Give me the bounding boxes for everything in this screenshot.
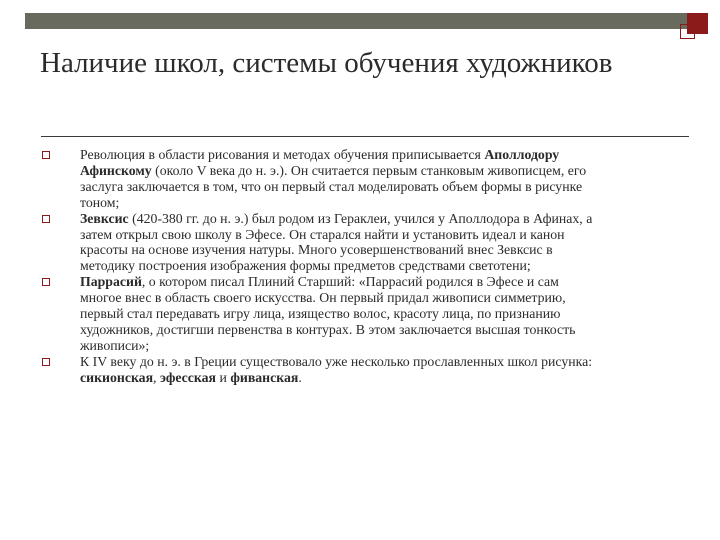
text-segment: К IV веку до н. э. в Греции существовало уже несколько прославленных школ рисунка: (80, 353, 593, 369)
text-segment: и (216, 369, 231, 385)
text-segment: Революция в области рисования и методах обучения приписывается (80, 147, 485, 162)
text-segment: , о котором писал Плиний Старший: «Паррасий родился в Эфесе и сам многое внес в область своего искусства. Он первый придал живописи симметрию, первый стал передавать игру лица, изящество волос, красоту лица, по признанию художников, достигши первенства в контурах. В этом заключается высшая тонкость живописи»; (80, 274, 576, 353)
bullet-text (80, 211, 592, 274)
bullet-text (80, 354, 592, 385)
square-bullet-icon (42, 278, 50, 286)
top-decorative-bar (25, 13, 687, 29)
text-segment-bold: Зевксис (80, 210, 129, 226)
square-bullet-icon (42, 215, 50, 223)
corner-accent-outline (680, 24, 695, 39)
square-bullet-icon (42, 151, 50, 159)
text-segment-bold: фиванская (230, 369, 299, 385)
text-segment: , (153, 369, 160, 385)
bullet-list (40, 147, 600, 386)
text-segment: . (298, 369, 302, 385)
bullet-item (40, 354, 600, 386)
title-divider (41, 136, 689, 137)
text-segment-bold: Аполлодору Афинскому (80, 147, 560, 178)
slide-title: Наличие школ, системы обучения художников (40, 47, 613, 79)
text-segment: (420-380 гг. до н. э.) был родом из Гераклеи, учился у Аполлодора в Афинах, а затем открыл свою школу в Эфесе. Он старался найти и установить идеал и канон красоты на основе изучения натуры. Много усовершенствований внес Зевксис в методику построения изображения формы предметов средствами светотени; (80, 210, 593, 274)
square-bullet-icon (42, 358, 50, 366)
bullet-text (80, 274, 575, 353)
bullet-text (80, 147, 586, 210)
text-segment-bold: Паррасий (80, 274, 142, 290)
text-segment: (около V века до н. э.). Он считается первым станковым живописцем, его заслуга заключается в том, что он первый стал моделировать объем формы в рисунке тоном; (80, 162, 587, 210)
bullet-item (40, 147, 600, 211)
bullet-item (40, 274, 600, 354)
bullet-item (40, 211, 600, 275)
text-segment-bold: эфесская (159, 369, 217, 385)
text-segment-bold: сикионская (80, 369, 154, 385)
